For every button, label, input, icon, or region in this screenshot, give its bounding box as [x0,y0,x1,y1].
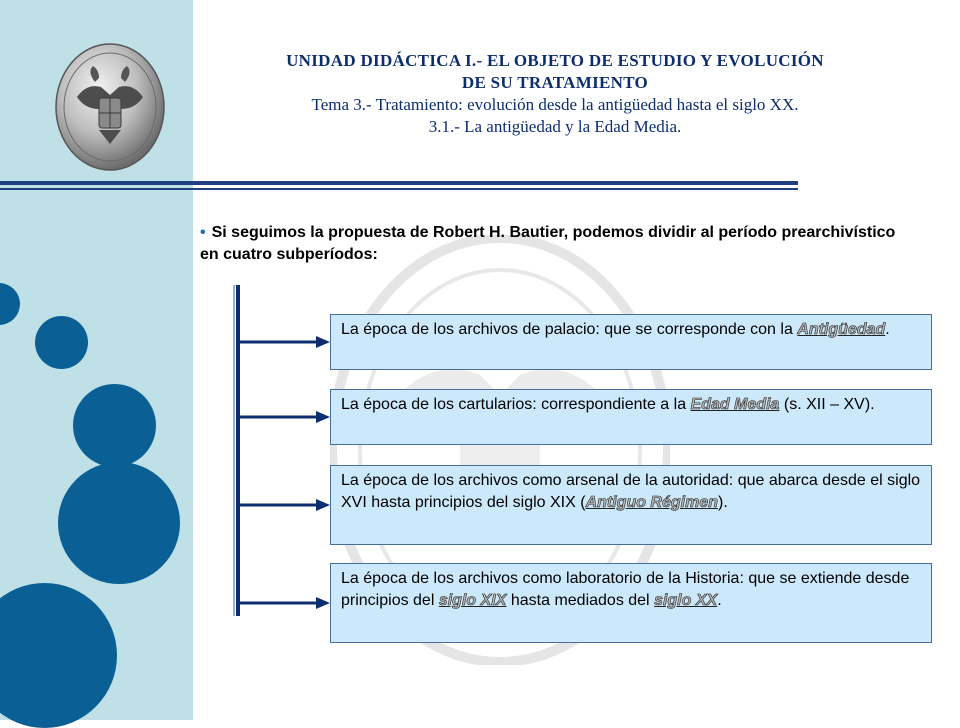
period-3-term: Antiguo Régimen [585,494,718,511]
period-4-term-2: siglo XX [654,592,718,609]
connector-arrow-2 [238,411,330,423]
period-4-term-1: siglo XIX [438,592,507,609]
period-4-text: La época de los archivos como laboratorio de la Historia: que se extiende desde principios del [341,570,910,609]
connector-arrow-3 [238,499,330,511]
subtopic-title: 3.1.- La antigüedad y la Edad Media. [428,117,682,136]
period-4-end: . [717,592,722,609]
period-box-laboratory [330,563,932,643]
period-1-text: La época de los archivos de palacio: que se corresponde con la [341,321,798,338]
period-4-mid: hasta mediados del [506,592,655,609]
unit-title-line1: UNIDAD DIDÁCTICA I.- EL OBJETO DE ESTUDIO Y EVOLUCIÓN [286,51,824,70]
period-3-text: La época de los archivos como arsenal de la autoridad: que abarca desde el siglo XVI hasta principios del siglo XIX ( [341,472,921,511]
unit-title-line2: DE SU TRATAMIENTO [461,73,649,92]
period-box-cartularies [330,389,932,445]
period-1-term: Antigüedad [797,321,886,338]
period-1-end: . [885,321,890,338]
period-2-term: Edad Media [690,396,780,413]
period-box-palace [330,314,932,370]
period-3-end: ). [718,494,728,511]
bullet-icon: • [200,224,206,241]
period-2-end: (s. XII – XV). [779,396,875,413]
connector-arrow-1 [238,336,330,348]
period-2-text: La época de los cartularios: correspondiente a la [341,396,691,413]
connector-arrow-4 [238,597,330,609]
topic-title: Tema 3.- Tratamiento: evolución desde la antigüedad hasta el siglo XX. [311,95,799,114]
period-box-arsenal [330,465,932,545]
intro-text: Si seguimos la propuesta de Robert H. Bautier, podemos dividir al período prearchivístico en cuatro subperíodos: [200,224,896,263]
